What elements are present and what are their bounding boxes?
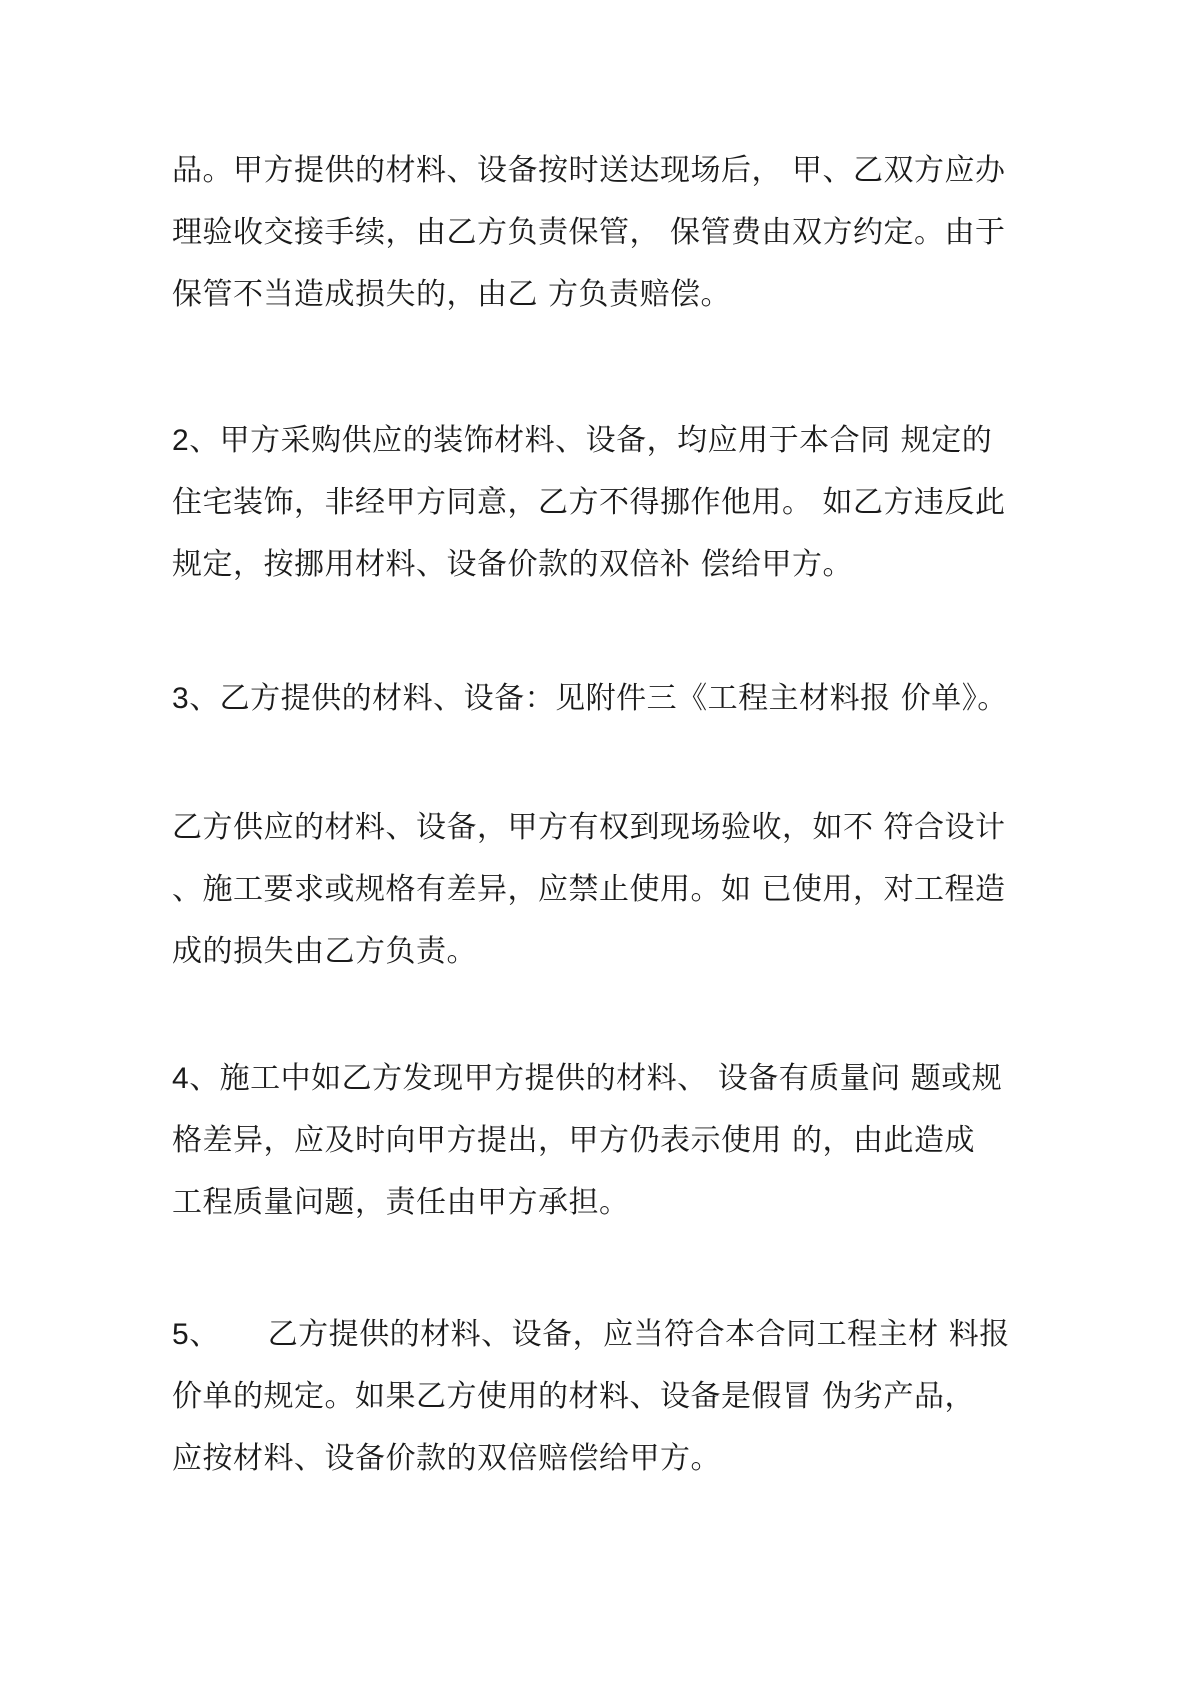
clause-2 <box>172 410 1052 596</box>
paragraph-line <box>172 668 1052 730</box>
paragraph-line: 品。甲方提供的材料、设备按时送达现场后， 甲、乙双方应办 <box>172 153 1006 188</box>
paragraph-line <box>172 1048 1052 1110</box>
paragraph-line: 工程质量问题，责任由甲方承担。 <box>172 1185 630 1220</box>
supplier-paragraph <box>172 797 1052 983</box>
paragraph-line <box>172 1304 1052 1366</box>
clause-text: 、乙方提供的材料、设备：见附件三《工程主材料报 价单》。 <box>189 681 1008 716</box>
paragraph-line <box>172 410 1052 472</box>
clause-number: 2 <box>172 424 190 457</box>
paragraph-line: 规定，按挪用材料、设备价款的双倍补 偿给甲方。 <box>172 547 854 582</box>
clause-number: 4 <box>172 1062 190 1095</box>
paragraph-line: 乙方供应的材料、设备，甲方有权到现场验收，如不 符合设计 <box>172 810 1006 845</box>
clause-separator: 、 <box>189 1317 220 1352</box>
clause-4 <box>172 1048 1052 1234</box>
clause-text: 、施工中如乙方发现甲方提供的材料、 设备有质量问 题或规 <box>189 1061 1003 1096</box>
paragraph-1 <box>172 140 1052 326</box>
paragraph-line: 格差异，应及时向甲方提出，甲方仍表示使用 的，由此造成 <box>172 1123 976 1158</box>
clause-5 <box>172 1304 1052 1490</box>
clause-number: 3 <box>172 682 190 715</box>
paragraph-line: 保管不当造成损失的，由乙 方负责赔偿。 <box>172 277 732 312</box>
paragraph-line: 价单的规定。如果乙方使用的材料、设备是假冒 伪劣产品， <box>172 1379 976 1414</box>
paragraph-line: 成的损失由乙方负责。 <box>172 934 477 969</box>
paragraph-line: 住宅装饰，非经甲方同意，乙方不得挪作他用。 如乙方违反此 <box>172 485 1006 520</box>
paragraph-line: 理验收交接手续，由乙方负责保管， 保管费由双方约定。由于 <box>172 215 1006 250</box>
clause-number: 5 <box>172 1318 190 1351</box>
clause-text: 乙方提供的材料、设备，应当符合本合同工程主材 料报 <box>267 1317 1010 1352</box>
clause-3 <box>172 668 1052 730</box>
clause-text: 、甲方采购供应的装饰材料、设备，均应用于本合同 规定的 <box>189 423 993 458</box>
paragraph-line: 、施工要求或规格有差异，应禁止使用。如 已使用，对工程造 <box>172 872 1006 907</box>
paragraph-line: 应按材料、设备价款的双倍赔偿给甲方。 <box>172 1441 721 1476</box>
